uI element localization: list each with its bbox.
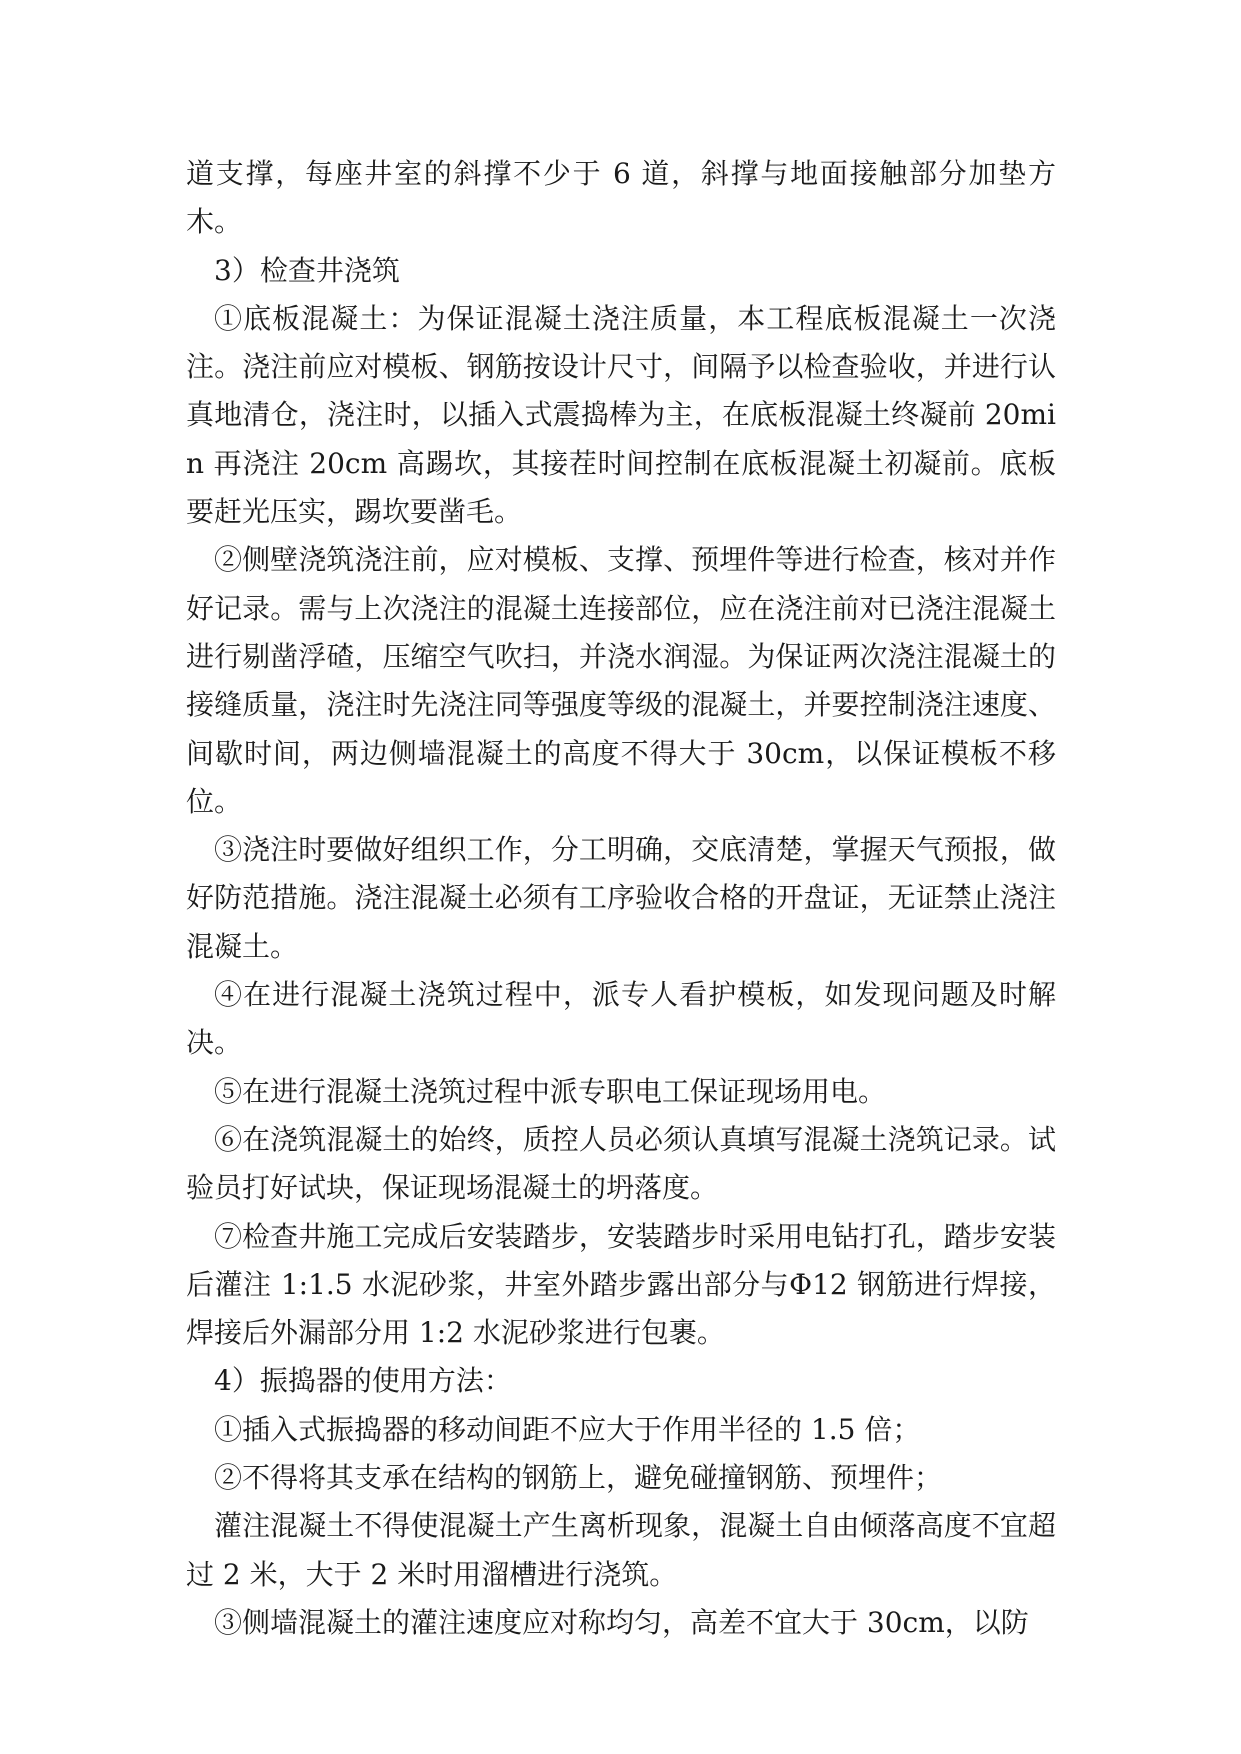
paragraph-organization: ③浇注时要做好组织工作，分工明确，交底清楚，掌握天气预报，做好防范措施。浇注混凝土必须有工序验收合格的开盘证，无证禁止浇注混凝土。 bbox=[186, 833, 1056, 963]
section-heading-inspection-well: 3）检查井浇筑 bbox=[214, 253, 400, 287]
paragraph-side-wall-speed: ③侧墙混凝土的灌注速度应对称均匀，高差不宜大于 30cm，以防 bbox=[214, 1605, 1029, 1639]
paragraph-electrician: ⑤在进行混凝土浇筑过程中派专职电工保证现场用电。 bbox=[214, 1074, 887, 1108]
paragraph-base-slab-concrete: ①底板混凝土：为保证混凝土浇注质量，本工程底板混凝土一次浇注。浇注前应对模板、钢筋按设计尺寸，间隔予以检查验收，并进行认真地清仓，浇注时，以插入式震捣棒为主，在底板混凝土终凝前 20min 再浇注 20cm 高踢坎，其接茬时间控制在底板混凝土初凝前。底板要赶光压实，踢坎要凿毛。 bbox=[186, 301, 1056, 529]
paragraph-vibrator-support: ②不得将其支承在结构的钢筋上，避免碰撞钢筋、预埋件； bbox=[214, 1461, 943, 1495]
paragraph-quality-record: ⑥在浇筑混凝土的始终，质控人员必须认真填写混凝土浇筑记录。试验员打好试块，保证现场混凝土的坍落度。 bbox=[186, 1122, 1056, 1205]
paragraph-vibrator-spacing: ①插入式振捣器的移动间距不应大于作用半径的 1.5 倍； bbox=[214, 1412, 921, 1446]
section-heading-vibrator: 4）振捣器的使用方法： bbox=[214, 1364, 512, 1398]
paragraph-formwork-watch: ④在进行混凝土浇筑过程中，派专人看护模板，如发现问题及时解决。 bbox=[186, 978, 1056, 1060]
paragraph-segregation: 灌注混凝土不得使混凝土产生离析现象，混凝土自由倾落高度不宜超过 2 米，大于 2 米时用溜槽进行浇筑。 bbox=[186, 1509, 1056, 1591]
document-body bbox=[186, 150, 1056, 1647]
paragraph-continuation: 道支撑，每座井室的斜撑不少于 6 道，斜撑与地面接触部分加垫方木。 bbox=[186, 157, 1056, 239]
paragraph-side-wall-pouring: ②侧壁浇筑浇注前，应对模板、支撑、预埋件等进行检查，核对并作好记录。需与上次浇注的混凝土连接部位，应在浇注前对已浇注混凝土进行剔凿浮碴，压缩空气吹扫，并浇水润湿。为保证两次浇注混凝土的接缝质量，浇注时先浇注同等强度等级的混凝土，并要控制浇注速度、间歇时间，两边侧墙混凝土的高度不得大于 30cm，以保证模板不移位。 bbox=[186, 543, 1056, 818]
paragraph-steps-install: ⑦检查井施工完成后安装踏步，安装踏步时采用电钻打孔，踏步安装后灌注 1:1.5 水泥砂浆，井室外踏步露出部分与Φ12 钢筋进行焊接，焊接后外漏部分用 1:2 水泥砂浆进行包裹。 bbox=[186, 1219, 1056, 1350]
